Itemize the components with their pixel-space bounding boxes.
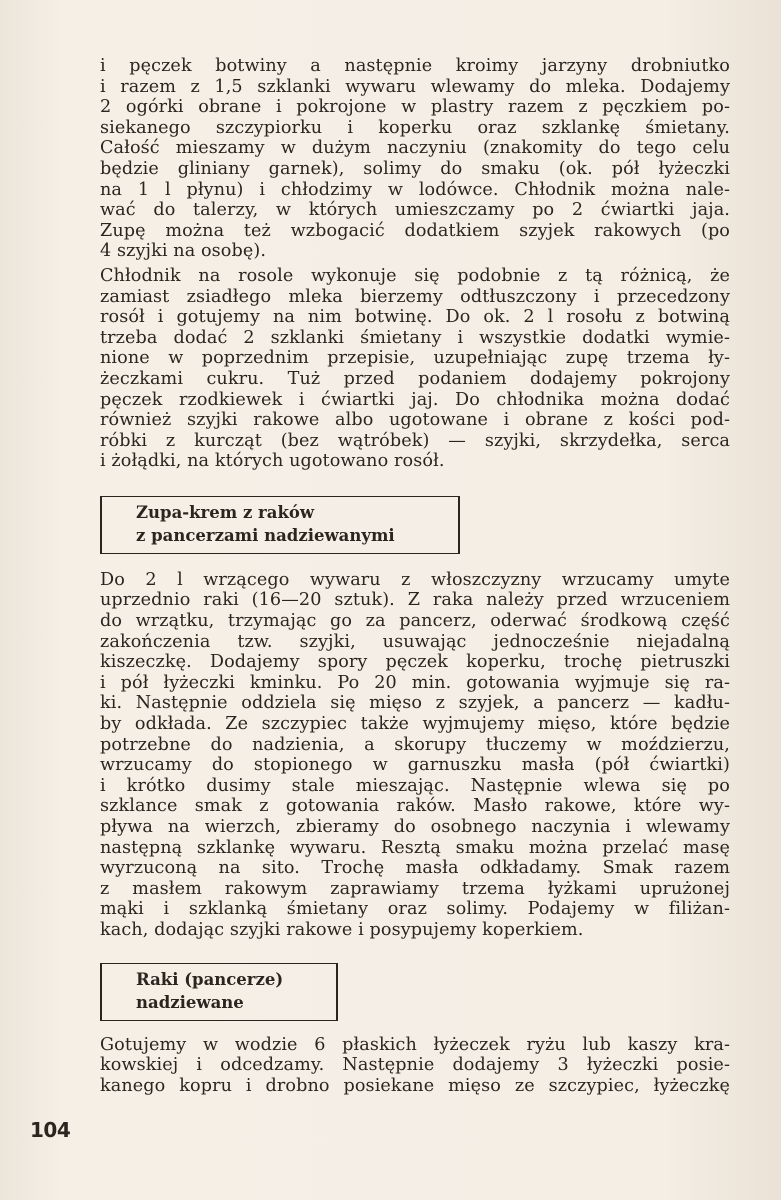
text-line: i krótko dusimy stale mieszając. Następnie wlewa się po xyxy=(100,775,730,796)
text-line: i żołądki, na których ugotowano rosół. xyxy=(100,451,445,472)
text-line: siekanego szczypiorku i koperku oraz szklankę śmietany. xyxy=(100,117,730,138)
text-line: na 1 l płynu) i chłodzimy w lodówce. Chłodnik można nale- xyxy=(100,179,730,200)
text-line: mąki i szklanką śmietany oraz solimy. Podajemy w filiżan- xyxy=(100,899,730,920)
text-line: ki. Następnie oddziela się mięso z szyjek, a pancerz — kadłu- xyxy=(100,693,730,714)
text-line: kanego kopru i drobno posiekane mięso ze szczypiec, łyżeczkę xyxy=(100,1075,730,1096)
heading-line: Zupa-krem z raków xyxy=(136,502,315,522)
text-line: 2 ogórki obrane i pokrojone w plastry razem z pęczkiem po- xyxy=(100,97,730,118)
text-line: wać do talerzy, w których umieszczamy po 2 ćwiartki jaja. xyxy=(100,200,730,221)
text-line: nione w poprzednim przepisie, uzupełniając zupę trzema ły- xyxy=(100,348,730,369)
text-line: by odkłada. Ze szczypiec także wyjmujemy mięso, które będzie xyxy=(100,714,730,735)
text-line: uprzednio raki (16—20 sztuk). Z raka należy przed wrzuceniem xyxy=(100,590,730,611)
text-line: Gotujemy w wodzie 6 płaskich łyżeczek ryżu lub kaszy kra- xyxy=(100,1034,730,1055)
paragraph-chlodnik-na-rosole xyxy=(100,266,730,472)
text-line: będzie gliniany garnek), solimy do smaku (ok. pół łyżeczki xyxy=(100,158,730,179)
text-line: Do 2 l wrzącego wywaru z włoszczyzny wrzucamy umyte xyxy=(100,569,730,590)
paragraph-chlodnik-continued xyxy=(100,56,730,262)
text-line: rosół i gotujemy na nim botwinę. Do ok. 2 l rosołu z botwiną xyxy=(100,307,730,328)
heading-line: nadziewane xyxy=(136,992,244,1012)
recipe-heading-zupa-krem xyxy=(100,496,460,554)
text-line: potrzebne do nadzienia, a skorupy tłuczemy w moździerzu, xyxy=(100,734,730,755)
text-line: kowskiej i odcedzamy. Następnie dodajemy 3 łyżeczki posie- xyxy=(100,1055,730,1076)
text-line: również szyjki rakowe albo ugotowane i obrane z kości pod- xyxy=(100,410,730,431)
heading-line: z pancerzami nadziewanymi xyxy=(136,525,395,545)
text-line: i pół łyżeczki kminku. Po 20 min. gotowania wyjmuje się ra- xyxy=(100,672,730,693)
text-line: zakończenia tzw. szyjki, usuwając jednocześnie niejadalną xyxy=(100,631,730,652)
text-line: do wrzątku, trzymając go za pancerz, oderwać środkową część xyxy=(100,611,730,632)
text-line: 4 szyjki na osobę). xyxy=(100,241,267,262)
text-line: szklance smak z gotowania raków. Masło rakowe, które wy- xyxy=(100,796,730,817)
paragraph-raki-recipe xyxy=(100,1035,730,1097)
text-line: żeczkami cukru. Tuż przed podaniem dodajemy pokrojony xyxy=(100,368,730,389)
text-line: trzeba dodać 2 szklanki śmietany i wszystkie dodatki wymie- xyxy=(100,327,730,348)
text-line: kiszeczkę. Dodajemy spory pęczek koperku, trochę pietruszki xyxy=(100,652,730,673)
text-line: Chłodnik na rosole wykonuje się podobnie z tą różnicą, że xyxy=(100,265,730,286)
text-line: pęczek rzodkiewek i ćwiartki jaj. Do chłodnika można dodać xyxy=(100,389,730,410)
heading-line: Raki (pancerze) xyxy=(136,969,284,989)
text-line: pływa na wierzch, zbieramy do osobnego naczynia i wlewamy xyxy=(100,817,730,837)
text-line: i pęczek botwiny a następnie kroimy jarzyny drobniutko xyxy=(100,56,730,76)
text-column xyxy=(100,56,730,1096)
page-number: 104 xyxy=(30,1118,71,1142)
recipe-heading-raki-nadziewane xyxy=(100,963,338,1021)
text-line: wyrzuconą na sito. Trochę masła odkładamy. Smak razem xyxy=(100,858,730,879)
text-line: róbki z kurcząt (bez wątróbek) — szyjki, skrzydełka, serca xyxy=(100,430,730,451)
text-line: wrzucamy do stopionego w garnuszku masła (pół ćwiartki) xyxy=(100,755,730,776)
text-line: następną szklankę wywaru. Resztą smaku można przelać masę xyxy=(100,837,730,858)
text-line: Całość mieszamy w dużym naczyniu (znakomity do tego celu xyxy=(100,138,730,159)
text-line: zamiast zsiadłego mleka bierzemy odtłuszczony i przecedzony xyxy=(100,286,730,307)
text-line: Zupę można też wzbogacić dodatkiem szyjek rakowych (po xyxy=(100,220,730,241)
text-line: i razem z 1,5 szklanki wywaru wlewamy do mleka. Dodajemy xyxy=(100,76,730,97)
paragraph-zupa-krem-recipe xyxy=(100,570,730,941)
text-line: kach, dodając szyjki rakowe i posypujemy koperkiem. xyxy=(100,919,584,940)
text-line: z masłem rakowym zaprawiamy trzema łyżkami uprużonej xyxy=(100,878,730,899)
